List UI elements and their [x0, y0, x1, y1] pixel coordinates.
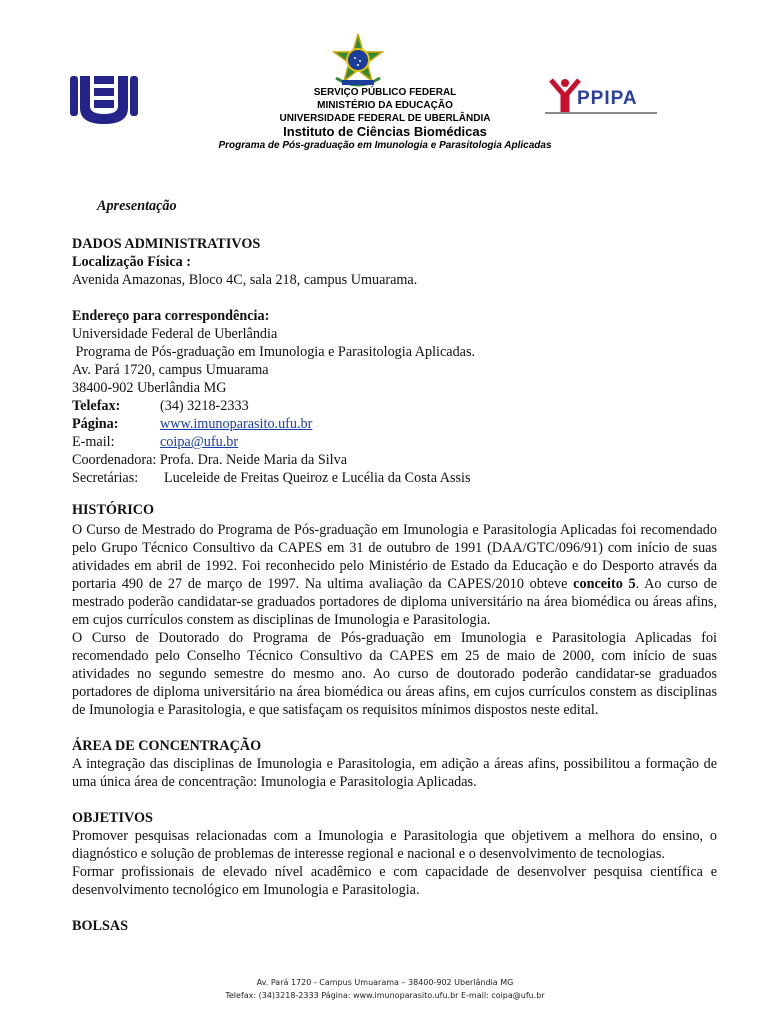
corr-line: Programa de Pós-graduação em Imunologia e Parasitologia Aplicadas.: [72, 344, 476, 360]
header-line-3: UNIVERSIDADE FEDERAL DE UBERLÂNDIA: [279, 113, 491, 124]
localizacao-value: Avenida Amazonas, Bloco 4C, sala 218, campus Umuarama.: [72, 272, 418, 288]
corr-line: 38400-902 Uberlândia MG: [72, 380, 227, 396]
pagina-link[interactable]: www.imunoparasito.ufu.br: [160, 416, 313, 432]
historico-p1-text-end: . Ao curso de mestrado poderão candidatar-se graduados portadores de diploma universitário na área biomédica ou áreas afins, em cujos currículos constem as disciplinas de Imunologia e Parasitologia.: [72, 576, 717, 628]
objetivos-p2: Formar profissionais de elevado nível acadêmico e com capacidade de desenvolver pesquisa científica e desenvolvimento tecnológico em Imunologia e Parasitologia.: [72, 864, 717, 898]
corr-line: Universidade Federal de Uberlândia: [72, 326, 278, 342]
objetivos-heading: OBJETIVOS: [72, 810, 153, 826]
header-program: Programa de Pós-graduação em Imunologia e Parasitologia Aplicadas: [218, 140, 552, 151]
secretarias-label: Secretárias:: [72, 470, 139, 486]
admin-heading: DADOS ADMINISTRATIVOS: [72, 236, 261, 252]
telefax-value: (34) 3218-2333: [160, 398, 249, 414]
email-link[interactable]: coipa@ufu.br: [160, 434, 239, 450]
coordenadora: Coordenadora: Profa. Dra. Neide Maria da Silva: [72, 452, 347, 468]
footer-contact: Telefax: (34)3218-2333 Página: www.imunoparasito.ufu.br E-mail: coipa@ufu.br: [225, 991, 545, 1000]
secretarias-value: Luceleide de Freitas Queiroz e Lucélia da Costa Assis: [164, 470, 471, 486]
brazil-coat-of-arms-icon: [330, 34, 386, 88]
email-label: E-mail:: [72, 434, 115, 450]
pagina-label: Página:: [72, 416, 119, 432]
telefax-label: Telefax:: [72, 398, 121, 414]
area-heading: ÁREA DE CONCENTRAÇÃO: [72, 738, 262, 754]
objetivos-p1: Promover pesquisas relacionadas com a Imunologia e Parasitologia que objetivem a melhora do ensino, o diagnóstico e solução de problemas de interesse regional e nacional e o desenvolvimento de tecnologias.: [72, 828, 717, 862]
area-text: A integração das disciplinas de Imunologia e Parasitologia, em adição a áreas afins, possibilitou a formação de uma única área de concentração: Imunologia e Parasitologia Aplicadas.: [72, 756, 717, 790]
ppipa-logo-text: PPIPA: [577, 88, 638, 109]
historico-paragraph-2: O Curso de Doutorado do Programa de Pós-graduação em Imunologia e Parasitologia Aplicadas foi recomendado pelo Conselho Técnico Consultivo da CAPES em 25 de maio de 2000, com início de suas atividades no segundo semestre do mesmo ano. Ao curso de doutorado poderão candidatar-se graduados portadores de diploma universitário na área biomédica ou áreas afins, em cujos currículos constem as disciplinas de Imunologia e Parasitologia, e que satisfaçam os requisitos mínimos dispostos neste edital.: [72, 630, 717, 718]
localizacao-label: Localização Física :: [72, 254, 191, 270]
historico-paragraph-1: [72, 521, 717, 629]
bolsas-heading: BOLSAS: [72, 918, 128, 934]
header-institute: Instituto de Ciências Biomédicas: [283, 124, 487, 139]
corr-line: Av. Pará 1720, campus Umuarama: [72, 362, 269, 378]
conceito-bold: conceito 5: [573, 576, 636, 592]
correspondencia-label: Endereço para correspondência:: [72, 308, 270, 324]
historico-heading: HISTÓRICO: [72, 502, 154, 518]
historico-p1-text: O Curso de Mestrado do Programa de Pós-graduação em Imunologia e Parasitologia Aplicadas foi recomendado pelo Grupo Técnico Consultivo da CAPES em 31 de outubro de 1991 (DAA/GTC/096/91) com início de suas atividades em abril de 1992. Foi reconhecido pelo Ministério de Estado da Educação e do Desporto através da portaria 490 de 27 de março de 1997. Na ultima avaliação da CAPES/2010 obteve: [72, 522, 717, 592]
footer-address: Av. Pará 1720 - Campus Umuarama – 38400-902 Uberlândia MG: [256, 978, 514, 987]
header-line-2: MINISTÉRIO DA EDUCAÇÃO: [317, 100, 453, 111]
header-line-1: SERVIÇO PÚBLICO FEDERAL: [313, 87, 457, 98]
section-apresentacao: Apresentação: [97, 198, 177, 214]
